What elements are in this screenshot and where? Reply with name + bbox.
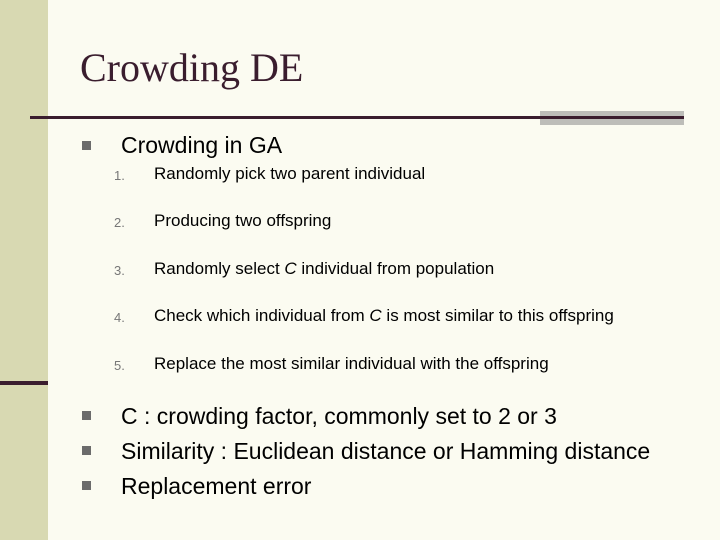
step-text: Randomly select C individual from population bbox=[154, 259, 495, 278]
step-number: 2. bbox=[114, 215, 125, 230]
step-text: Producing two offspring bbox=[154, 211, 332, 230]
bullet-text: Replacement error bbox=[121, 473, 312, 499]
bullet-square-icon bbox=[82, 481, 91, 490]
bullet-text: Similarity : Euclidean distance or Hamming distance bbox=[121, 438, 651, 464]
step-text: Replace the most similar individual with the offspring bbox=[154, 354, 549, 373]
title-rule-overlay bbox=[540, 116, 684, 119]
step-number: 1. bbox=[114, 168, 125, 183]
bullet-square-icon bbox=[82, 446, 91, 455]
step-number: 5. bbox=[114, 358, 125, 373]
step-text: Check which individual from C is most similar to this offspring bbox=[154, 306, 614, 325]
decorative-sidebar bbox=[0, 0, 48, 540]
bullet-text: C : crowding factor, commonly set to 2 or 3 bbox=[121, 403, 557, 429]
sidebar-accent-mark bbox=[0, 381, 48, 385]
step-text: Randomly pick two parent individual bbox=[154, 164, 426, 183]
bullet-square-icon bbox=[82, 141, 91, 150]
slide-title: Crowding DE bbox=[80, 45, 304, 90]
bullet-heading: Crowding in GA bbox=[121, 132, 283, 158]
step-number: 3. bbox=[114, 263, 125, 278]
step-number: 4. bbox=[114, 310, 125, 325]
bullet-square-icon bbox=[82, 411, 91, 420]
